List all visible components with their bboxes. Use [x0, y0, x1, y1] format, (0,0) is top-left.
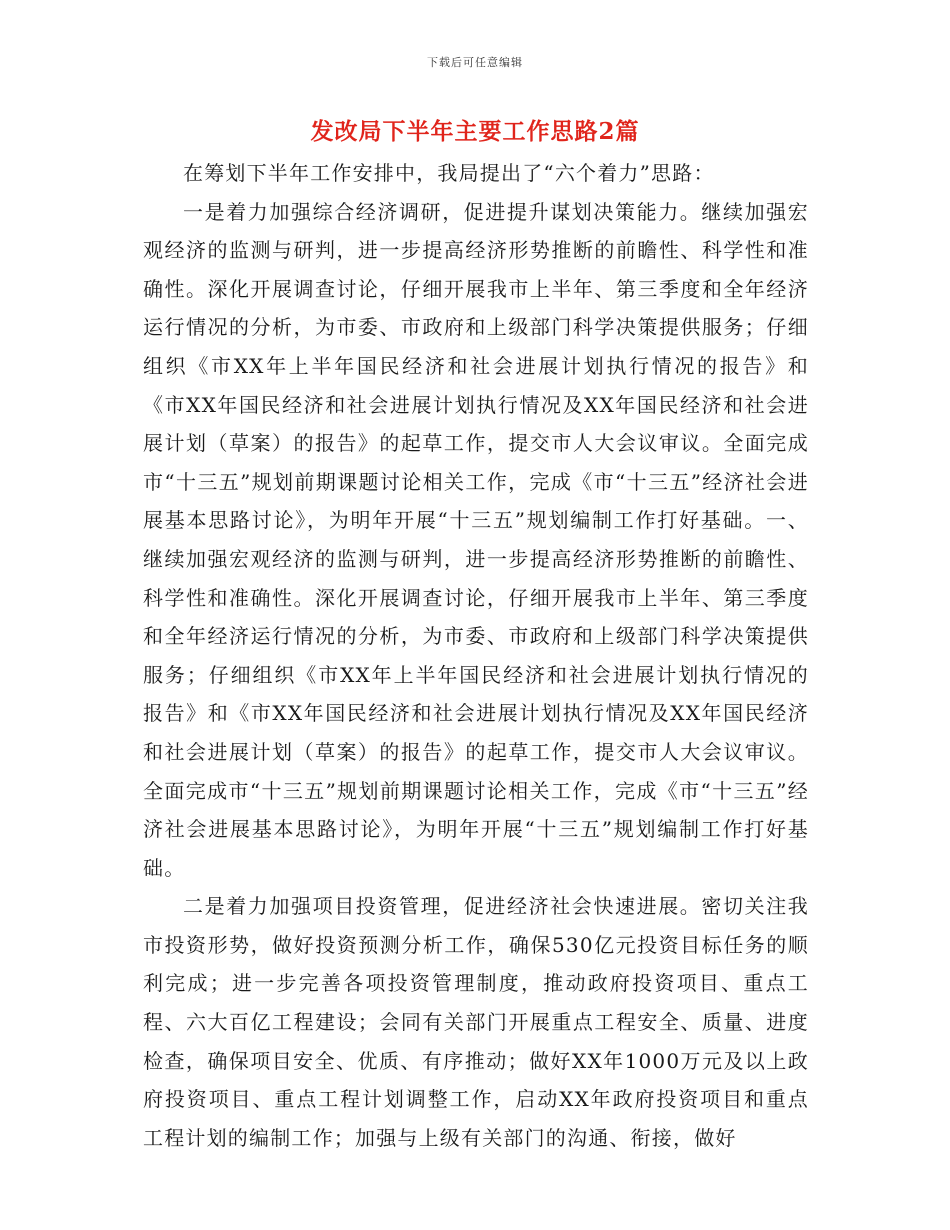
- page-header-note: 下载后可任意编辑: [427, 56, 523, 69]
- document-body: [143, 154, 809, 1157]
- paragraph-two: 二是着力加强项目投资管理，促进经济社会快速进展。密切关注我市投资形势，做好投资预测分析工作，确保530亿元投资目标任务的顺利完成；进一步完善各项投资管理制度，推动政府投资项目、重点工程、六大百亿工程建设；会同有关部门开展重点工程安全、质量、进度检查，确保项目安全、优质、有序推动；做好XX年1000万元及以上政府投资项目、重点工程计划调整工作，启动XX年政府投资项目和重点工程计划的编制工作；加强与上级有关部门的沟通、衔接，做好: [143, 894, 809, 1150]
- paragraph-intro: 在筹划下半年工作安排中，我局提出了“六个着力”思路：: [183, 161, 715, 185]
- paragraph-one: 一是着力加强综合经济调研，促进提升谋划决策能力。继续加强宏观经济的监测与研判，进一步提高经济形势推断的前瞻性、科学性和准确性。深化开展调查讨论，仔细开展我市上半年、第三季度和全年经济运行情况的分析，为市委、市政府和上级部门科学决策提供服务；仔细组织《市XX年上半年国民经济和社会进展计划执行情况的报告》和《市XX年国民经济和社会进展计划执行情况及XX年国民经济和社会进展计划（草案）的报告》的起草工作，提交市人大会议审议。全面完成市“十三五”规划前期课题讨论相关工作，完成《市“十三五”经济社会进展基本思路讨论》，为明年开展“十三五”规划编制工作打好基础。一、继续加强宏观经济的监测与研判，进一步提高经济形势推断的前瞻性、科学性和准确性。深化开展调查讨论，仔细开展我市上半年、第三季度和全年经济运行情况的分析，为市委、市政府和上级部门科学决策提供服务；仔细组织《市XX年上半年国民经济和社会进展计划执行情况的报告》和《市XX年国民经济和社会进展计划执行情况及XX年国民经济和社会进展计划（草案）的报告》的起草工作，提交市人大会议审议。全面完成市“十三五”规划前期课题讨论相关工作，完成《市“十三五”经济社会进展基本思路讨论》，为明年开展“十三五”规划编制工作打好基础。: [143, 199, 809, 880]
- document-title: 发改局下半年主要工作思路2篇: [310, 118, 640, 145]
